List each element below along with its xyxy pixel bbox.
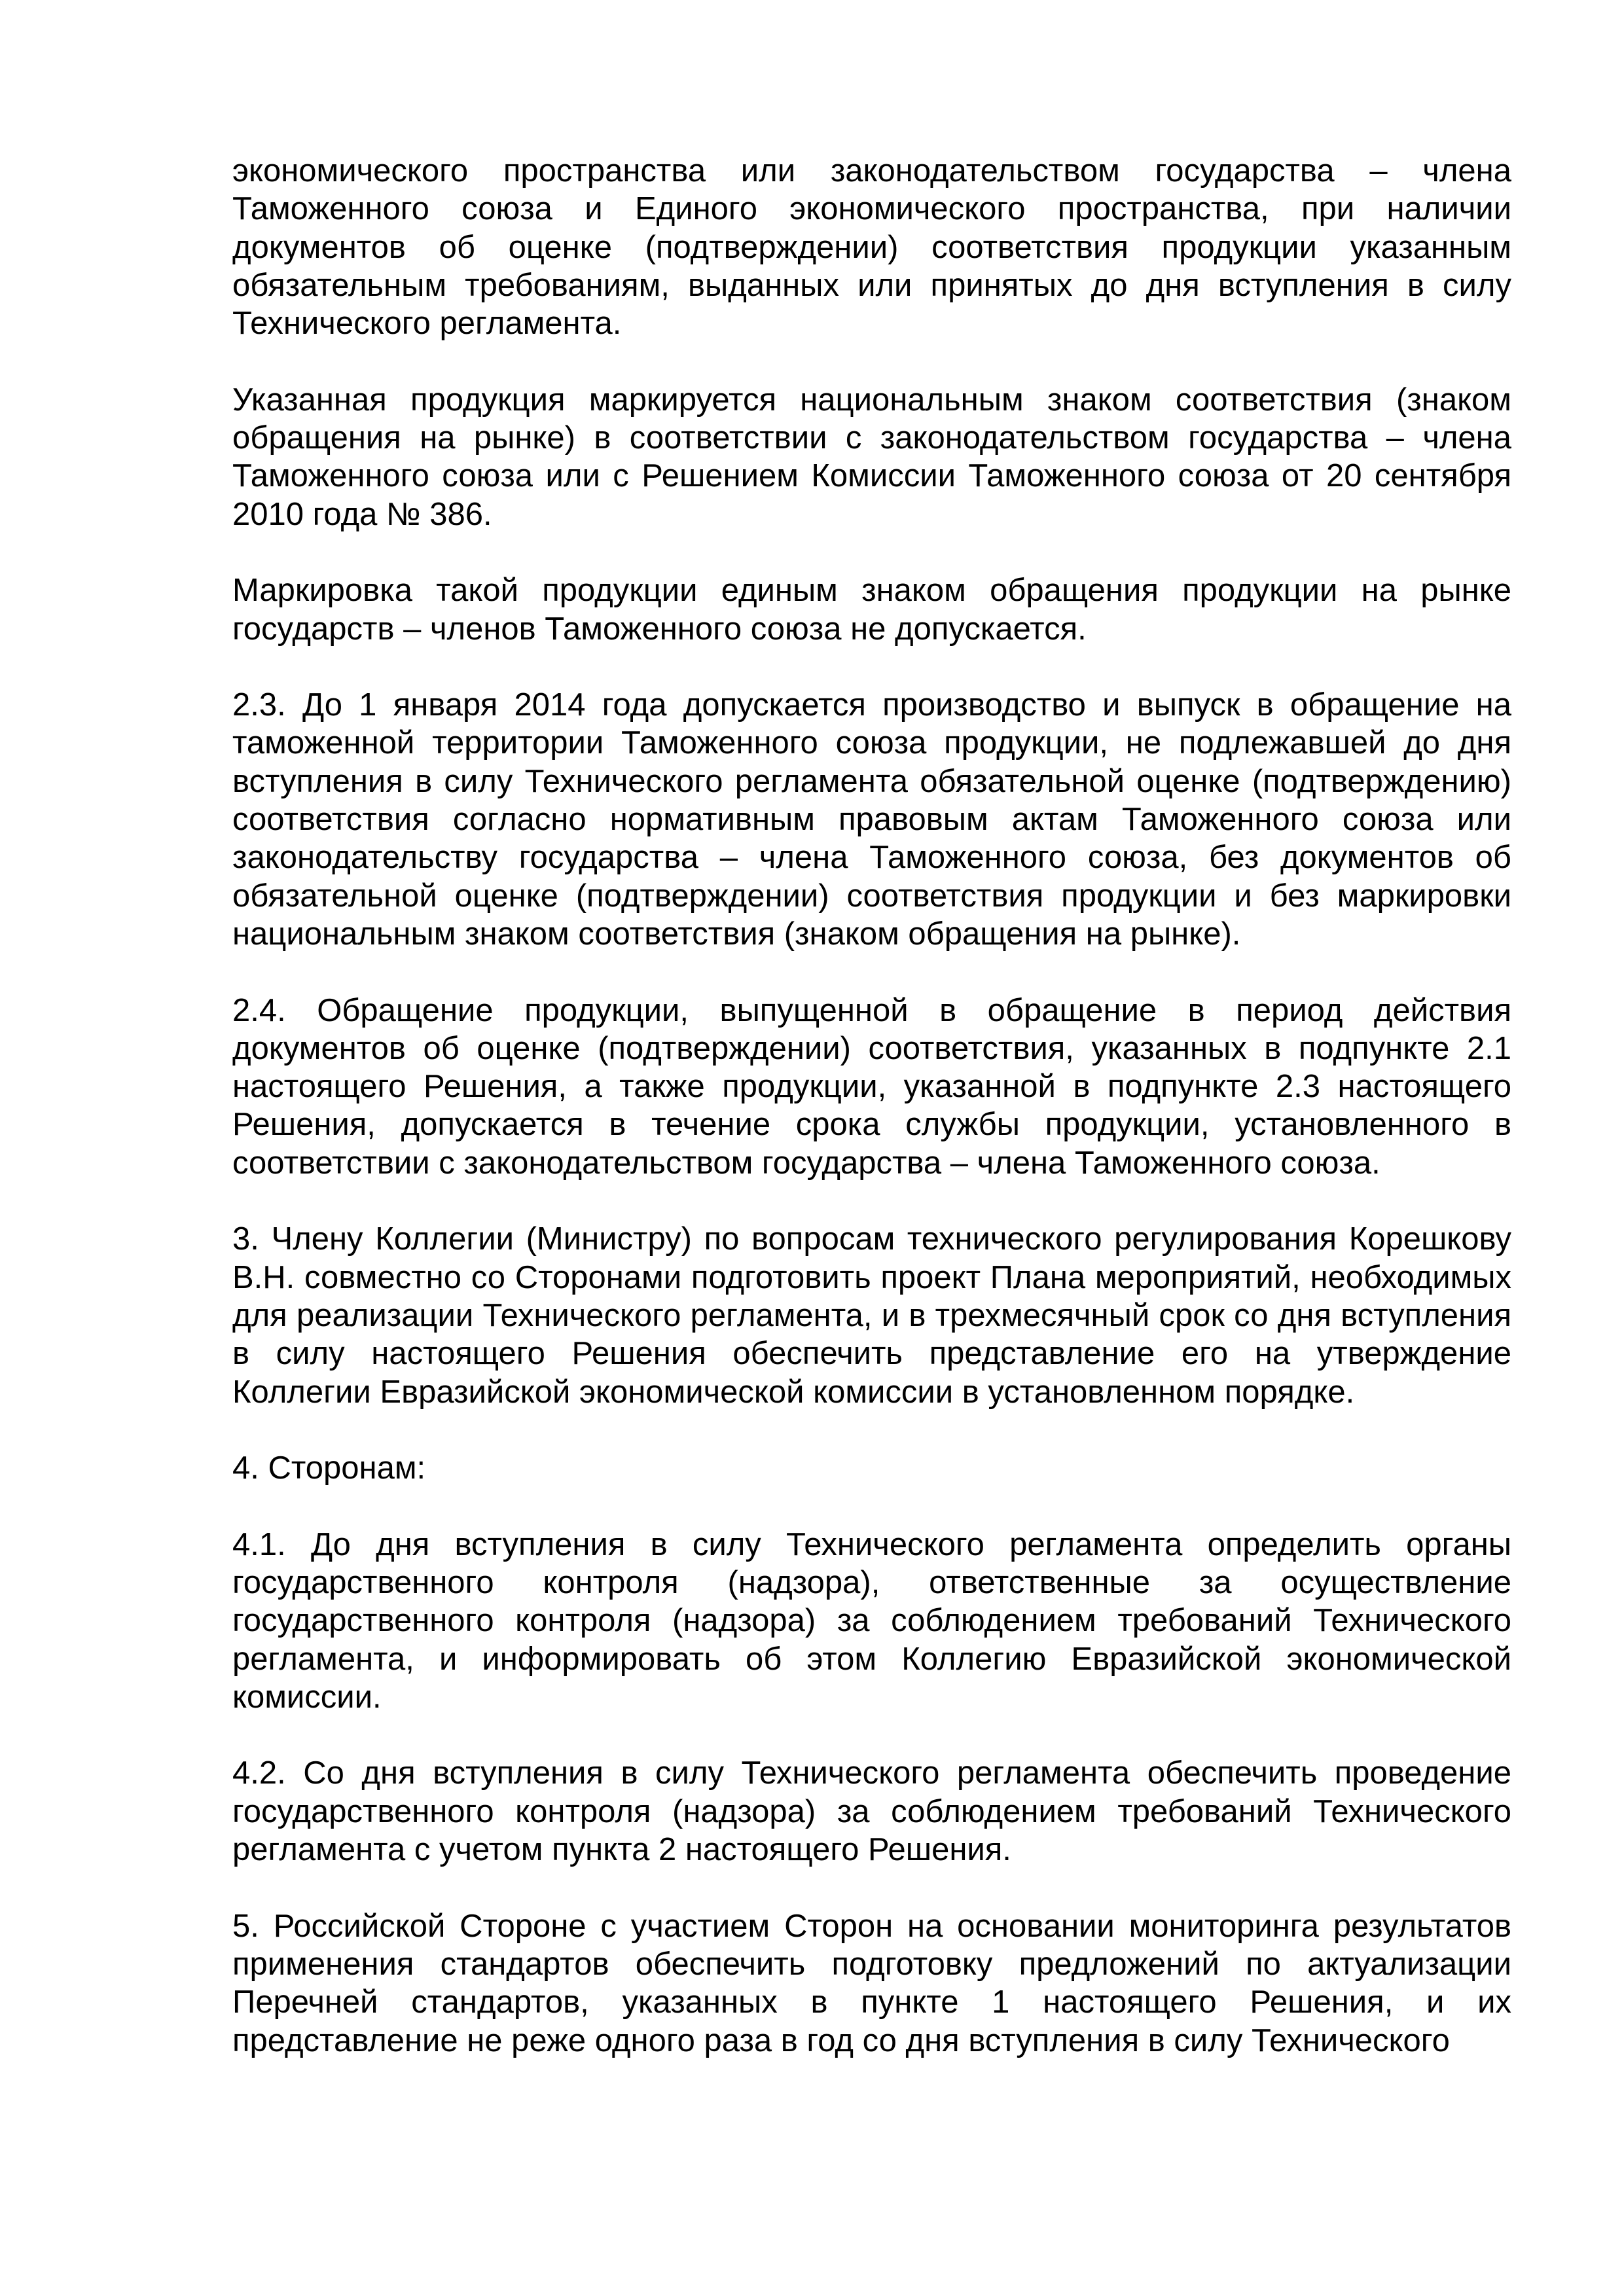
paragraph-item-2-3: 2.3. До 1 января 2014 года допускается производство и выпуск в обращение на таможенной территории Таможенного союза продукции, не подлежавшей до дня вступления в силу Технического регламента обязательной оценке (подтверждению) соответствия согласно нормативным правовым актам Таможенного союза или законодательству государства – члена Таможенного союза, без документов об обязательной оценке (подтверждении) соответствия продукции и без маркировки национальным знаком соответствия (знаком обращения на рынке). (232, 687, 1511, 952)
paragraph-single-mark-prohibited: Маркировка такой продукции единым знаком обращения продукции на рынке государств – членов Таможенного союза не допускается. (232, 573, 1511, 647)
paragraph-item-5: 5. Российской Стороне с участием Сторон на основании мониторинга результатов применения стандартов обеспечить подготовку предложений по актуализации Перечней стандартов, указанных в пункте 1 настоящего Решения, и их представление не реже одного раза в год со дня вступления в силу Технического (232, 1908, 1511, 2058)
document-page (232, 152, 1511, 2060)
paragraph-item-2-4: 2.4. Обращение продукции, выпущенной в обращение в период действия документов об оценке (подтверждении) соответствия, указанных в подпункте 2.1 настоящего Решения, а также продукции, указанной в подпункте 2.3 настоящего Решения, допускается в течение срока службы продукции, установленного в соответствии с законодательством государства – члена Таможенного союза. (232, 992, 1511, 1181)
paragraph-item-4: 4. Сторонам: (232, 1450, 426, 1486)
paragraph-conformity-documents: экономического пространства или законодательством государства – члена Таможенного союза и Единого экономического пространства, при наличии документов об оценке (подтверждении) соответствия продукции указанным обязательным требованиям, выданных или принятых до дня вступления в силу Технического регламента. (232, 153, 1511, 342)
paragraph-item-4-1: 4.1. До дня вступления в силу Технического регламента определить органы государственного контроля (надзора), ответственные за осуществление государственного контроля (надзора) за соблюдением требований Технического регламента, и информировать об этом Коллегию Евразийской экономической комиссии. (232, 1526, 1511, 1715)
paragraph-item-3: 3. Члену Коллегии (Министру) по вопросам технического регулирования Корешкову В.Н. совместно со Сторонами подготовить проект Плана мероприятий, необходимых для реализации Технического регламента, и в трехмесячный срок со дня вступления в силу настоящего Решения обеспечить представление его на утверждение Коллегии Евразийской экономической комиссии в установленном порядке. (232, 1221, 1511, 1410)
paragraph-national-mark: Указанная продукция маркируется национальным знаком соответствия (знаком обращения на рынке) в соответствии с законодательством государства – члена Таможенного союза или с Решением Комиссии Таможенного союза от 20 сентября 2010 года № 386. (232, 382, 1511, 532)
paragraph-item-4-2: 4.2. Со дня вступления в силу Технического регламента обеспечить проведение государственного контроля (надзора) за соблюдением требований Технического регламента с учетом пункта 2 настоящего Решения. (232, 1755, 1511, 1868)
